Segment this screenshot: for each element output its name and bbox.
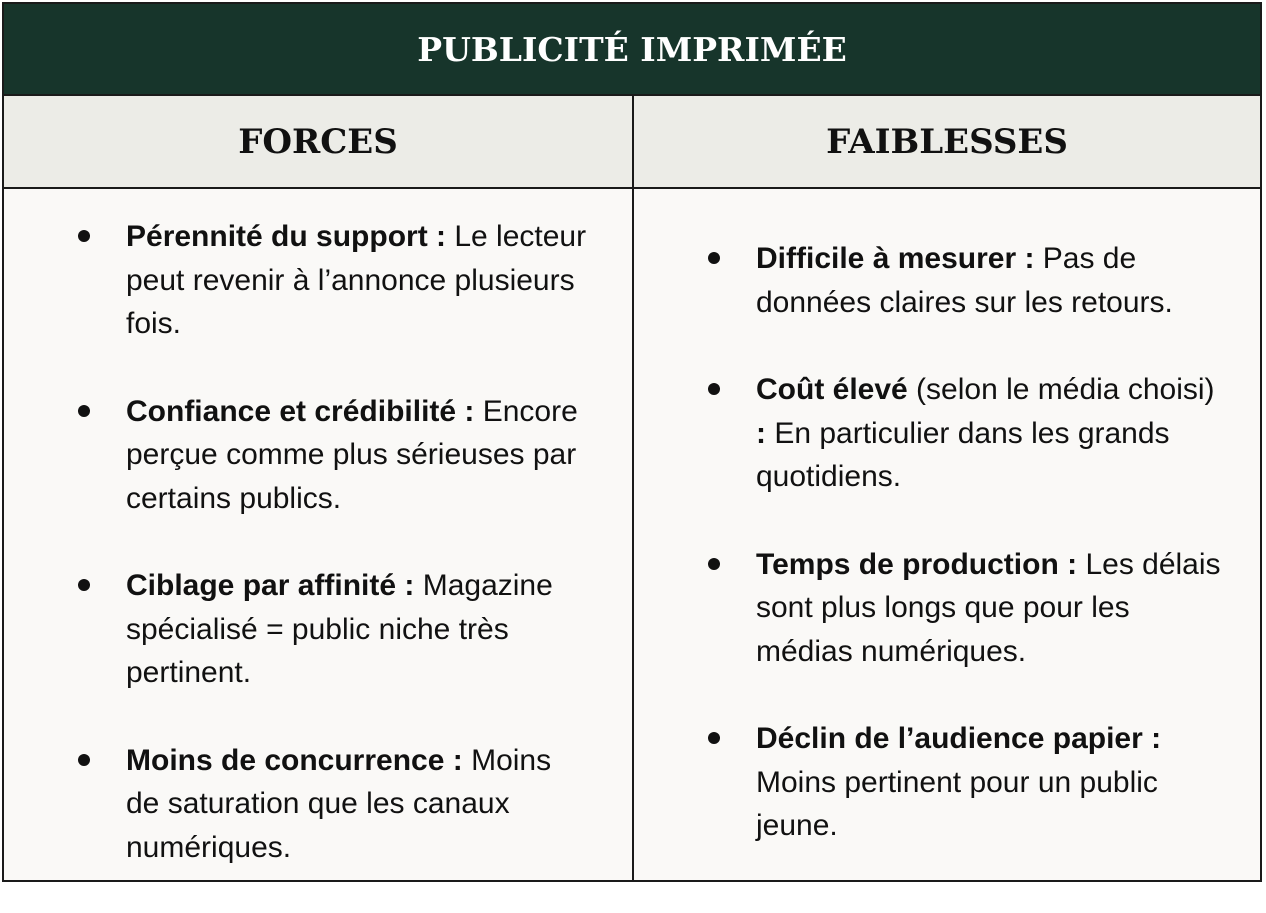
title-bar [4,4,1260,96]
bullet-icon [708,558,720,570]
forces-item [72,215,592,346]
header-row [4,96,1260,189]
faiblesses-item [702,543,1222,674]
item-text: Le lecteur peut revenir à l’annonce plusieurs fois. [126,220,587,340]
item-bold-label: Ciblage par affinité : [126,569,415,602]
item-bold-label: Moins de concurrence : [126,743,463,777]
item-text: Encore perçue comme plus sérieuses par certains publics. [126,394,578,515]
faiblesses-item [702,237,1222,324]
item-bold-label: Déclin de l’audience papier : [756,722,1162,755]
table-title: PUBLICITÉ IMPRIMÉE [417,29,847,69]
bullet-icon [708,732,720,744]
item-bold-label: Pérennité du support : [126,220,447,253]
forces-heading: FORCES [238,121,398,162]
item-text: Moins de saturation que les canaux numériques. [126,743,552,864]
item-text: Les délais sont plus longs que pour les médias numériques. [756,547,1221,668]
forces-item [72,739,592,870]
forces-cell [4,189,634,880]
item-text: Pas de données claires sur les retours. [756,242,1173,319]
item-bold-label: Difficile à mesurer : [756,242,1035,275]
bullet-icon [708,383,720,395]
forces-item [72,390,592,521]
item-bold-colon: : [756,416,766,450]
comparison-table [2,2,1262,882]
bullet-icon [708,252,720,264]
faiblesses-item [702,368,1222,499]
bullet-icon [78,230,90,242]
faiblesses-list [702,237,1222,892]
bullet-icon [78,405,90,417]
forces-item [72,564,592,695]
item-text: Magazine spécialisé = public niche très pertinent. [126,569,553,689]
faiblesses-heading: FAIBLESSES [826,121,1068,162]
body-row [4,189,1260,880]
bullet-icon [78,754,90,766]
item-text: Moins pertinent pour un public jeune. [756,765,1158,842]
bullet-icon [78,579,90,591]
item-bold-label: Coût élevé [756,373,908,406]
item-text: (selon le média choisi) [907,373,1215,406]
item-bold-label: Confiance et crédibilité : [126,394,475,428]
forces-list [72,215,592,913]
item-bold-label: Temps de production : [756,547,1078,581]
faiblesses-cell [634,189,1260,880]
faiblesses-header-cell [634,96,1260,187]
item-text: En particulier dans les grands quotidiens. [756,416,1170,493]
faiblesses-item [702,717,1222,848]
forces-header-cell [4,96,634,187]
